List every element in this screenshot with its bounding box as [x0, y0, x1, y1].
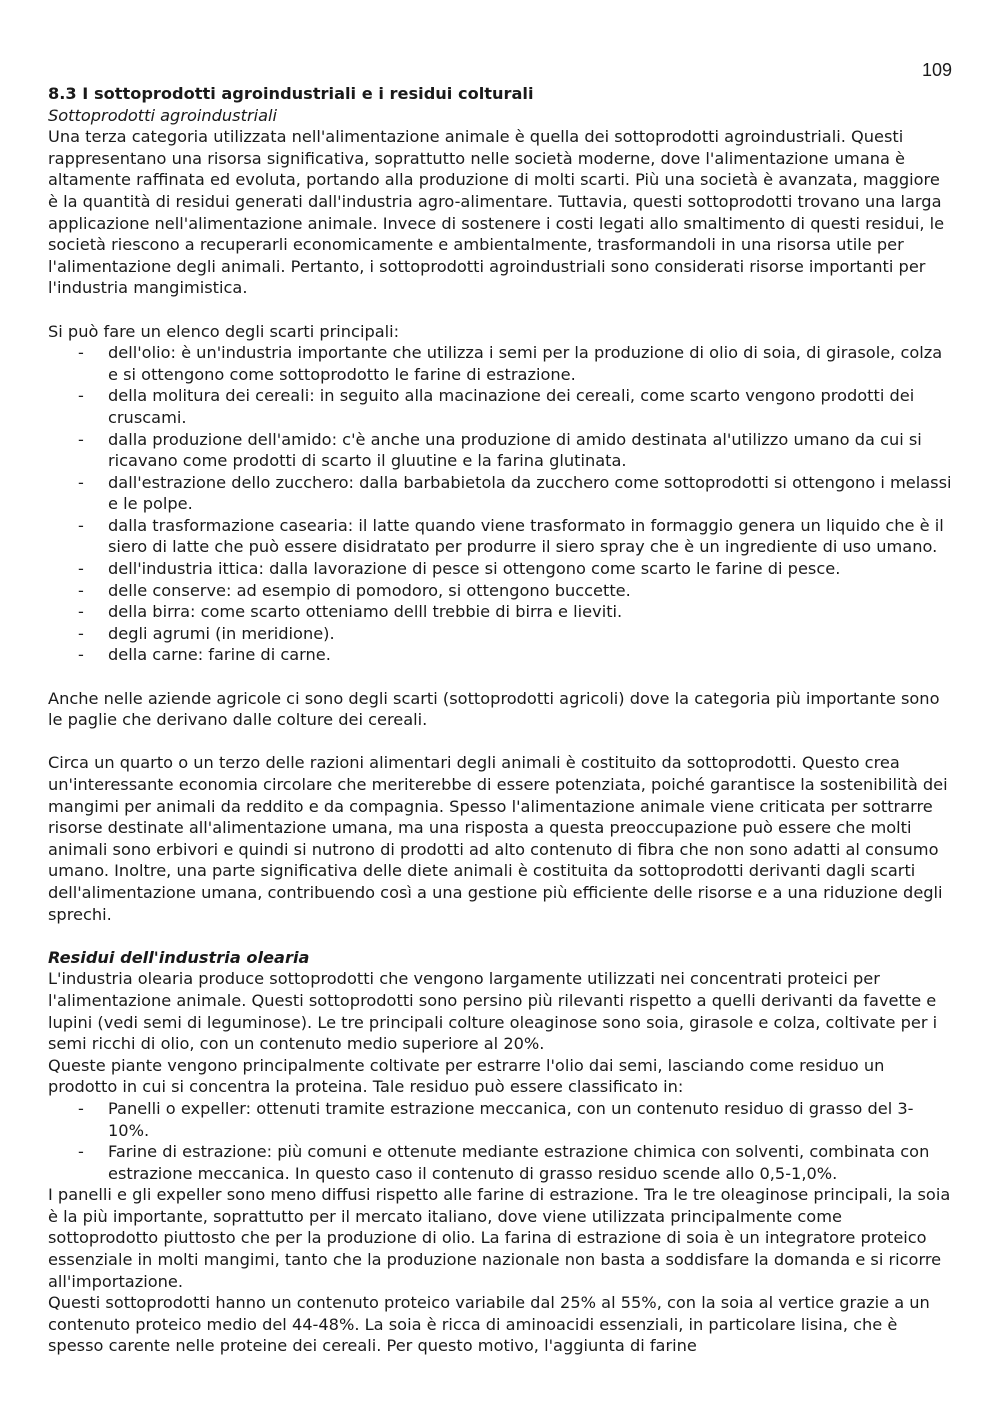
list-item: - dalla produzione dell'amido: c'è anche una produzione di amido destinata al'utilizzo umano da cui si ricavano come prodotti di scarto il gluutine e la farina glutinata.	[48, 429, 954, 472]
residue-list	[48, 1098, 954, 1184]
paragraph-agricole: Anche nelle aziende agricole ci sono degli scarti (sottoprodotti agricoli) dove la categoria più importante sono le paglie che derivano dalle colture dei cereali.	[48, 688, 940, 730]
list-item: - della birra: come scarto otteniamo delll trebbie di birra e lieviti.	[48, 601, 954, 623]
paragraph-intro: Una terza categoria utilizzata nell'alimentazione animale è quella dei sottoprodotti agroindustriali. Questi rappresentano una risorsa significativa, soprattutto nelle società moderne, dove l'alimentazione umana è altamente raffinata ed evoluta, portando alla produzione di molti scarti. Più una società è avanzata, maggiore è la quantità di residui generati dall'industria agro-alimentare. Tuttavia, questi sottoprodotti trovano una larga applicazione nell'alimentazione animale. Invece di sostenere i costi legati allo smaltimento di questi residui, le società riescono a recuperarli economicamente e ambientalmente, trasformandoli in una risorsa utile per l'alimentazione degli animali. Pertanto, i sottoprodotti agroindustriali sono considerati risorse importanti per l'industria mangimistica.	[48, 127, 945, 298]
list-item: - degli agrumi (in meridione).	[48, 623, 954, 645]
list-item: - Panelli o expeller: ottenuti tramite estrazione meccanica, con un contenuto residuo di grasso del 3-10%.	[48, 1098, 954, 1141]
section-title: 8.3 I sottoprodotti agroindustriali e i residui colturali	[48, 84, 534, 103]
list-item: - Farine di estrazione: più comuni e ottenute mediante estrazione chimica con solventi, combinata con estrazione meccanica. In questo caso il contenuto di grasso residuo scende allo 0,5-1,0%.	[48, 1141, 954, 1184]
paragraph-circolare: Circa un quarto o un terzo delle razioni alimentari degli animali è costituito da sottoprodotti. Questo crea un'interessante economia circolare che meriterebbe di essere potenziata, poiché garantisce la sostenibilità dei mangimi per animali da reddito e da compagnia. Spesso l'alimentazione animale viene criticata per sottrarre risorse destinate all'alimentazione umana, ma una risposta a questa preoccupazione può essere che molti animali sono erbivori e quindi si nutrono di prodotti ad alto contenuto di fibra che non sono adatti al consumo umano. Inoltre, una parte significativa delle diete animali è costituita da sottoprodotti derivanti dagli scarti dell'alimentazione umana, contribuendo così a una gestione più efficiente delle risorse e a una riduzione degli sprechi.	[48, 753, 948, 924]
paragraph-olearia-4: Questi sottoprodotti hanno un contenuto proteico variabile dal 25% al 55%, con la soia al vertice grazie a un contenuto proteico medio del 44-48%. La soia è ricca di aminoacidi essenziali, in particolare lisina, che è spesso carente nelle proteine dei cereali. Per questo motivo, l'aggiunta di farine	[48, 1293, 930, 1356]
subsection-title-sottoprodotti: Sottoprodotti agroindustriali	[48, 105, 278, 125]
subsection-title-olearia: Residui dell'industria olearia	[48, 947, 310, 967]
list-intro: Si può fare un elenco degli scarti principali:	[48, 321, 400, 341]
list-item: - della molitura dei cereali: in seguito alla macinazione dei cereali, come scarto vengono prodotti dei cruscami.	[48, 385, 954, 428]
paragraph-olearia-1: L'industria olearia produce sottoprodotti che vengono largamente utilizzati nei concentrati proteici per l'alimentazione animale. Questi sottoprodotti sono persino più rilevanti rispetto a quelli derivanti da favette e lupini (vedi semi di leguminose). Le tre principali colture oleaginose sono soia, girasole e colza, coltivate per i semi ricchi di olio, con un contenuto medio superiore al 20%.	[48, 969, 938, 1054]
list-item: - dell'industria ittica: dalla lavorazione di pesce si ottengono come scarto le farine di pesce.	[48, 558, 954, 580]
paragraph-olearia-2: Queste piante vengono principalmente coltivate per estrarre l'olio dai semi, lasciando come residuo un prodotto in cui si concentra la proteina. Tale residuo può essere classificato in:	[48, 1055, 885, 1097]
page-number: 109	[921, 60, 952, 80]
list-item: - dalla trasformazione casearia: il latte quando viene trasformato in formaggio genera un liquido che è il siero di latte che può essere disidratato per produrre il siero spray che è un ingrediente di uso umano.	[48, 515, 954, 558]
list-item: - delle conserve: ad esempio di pomodoro, si ottengono buccette.	[48, 580, 954, 602]
list-item: - dall'estrazione dello zucchero: dalla barbabietola da zucchero come sottoprodotti si ottengono i melassi e le polpe.	[48, 472, 954, 515]
paragraph-olearia-3: I panelli e gli expeller sono meno diffusi rispetto alle farine di estrazione. Tra le tre oleaginose principali, la soia è la più importante, soprattutto per il mercato italiano, dove viene utilizzata principalmente come sottoprodotto piuttosto che per la produzione di olio. La farina di estrazione di soia è un integratore proteico essenziale in molti mangimi, tanto che la produzione nazionale non basta a soddisfare la domanda e si ricorre all'importazione.	[48, 1185, 951, 1291]
document-body	[48, 83, 954, 1357]
list-item: - della carne: farine di carne.	[48, 644, 954, 666]
list-item: - dell'olio: è un'industria importante che utilizza i semi per la produzione di olio di soia, di girasole, colza e si ottengono come sottoprodotto le farine di estrazione.	[48, 342, 954, 385]
waste-list	[48, 342, 954, 666]
